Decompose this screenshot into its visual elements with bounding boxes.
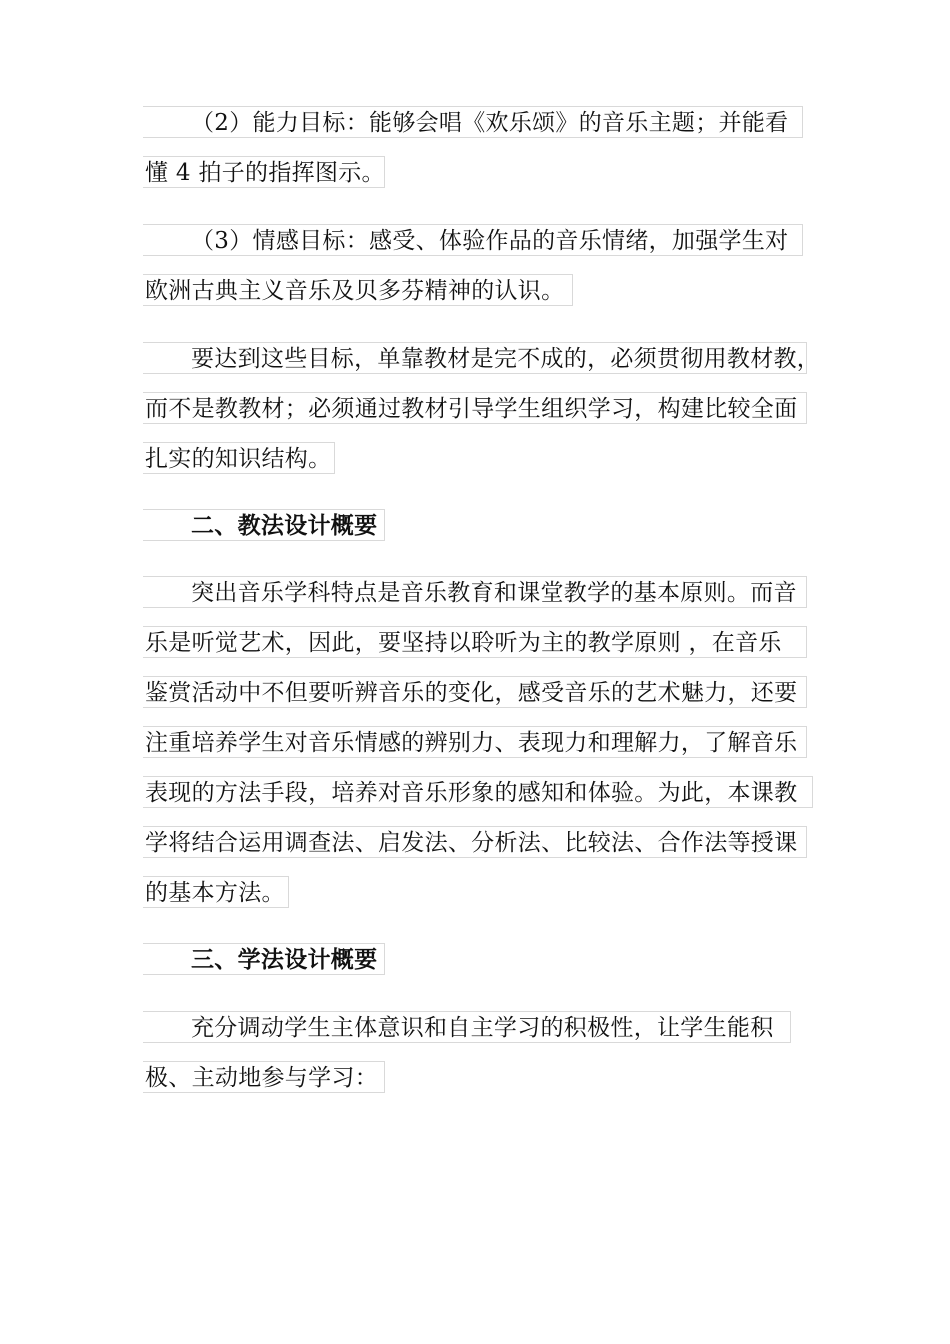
teaching-methods-line-2: 乐是听觉艺术，因此，要坚持以聆听为主的教学原则 ，在音乐 [143,626,807,658]
teaching-methods-line-6: 学将结合运用调查法、启发法、分析法、比较法、合作法等授课 [143,826,807,858]
section-heading-learning-methods: 三、学法设计概要 [143,943,385,975]
goals-paragraph-line-1: 要达到这些目标，单靠教材是完不成的，必须贯彻用教材教， [143,342,807,374]
goals-paragraph-line-2: 而不是教教材；必须通过教材引导学生组织学习，构建比较全面 [143,392,807,424]
goals-paragraph-line-3: 扎实的知识结构。 [143,442,335,474]
teaching-methods-line-4: 注重培养学生对音乐情感的辨别力、表现力和理解力，了解音乐 [143,726,807,758]
emotion-goal-line-1: （3）情感目标：感受、体验作品的音乐情绪，加强学生对 [143,224,803,256]
teaching-methods-line-1: 突出音乐学科特点是音乐教育和课堂教学的基本原则。而音 [143,576,807,608]
learning-methods-line-2: 极、主动地参与学习： [143,1061,385,1093]
learning-methods-line-1: 充分调动学生主体意识和自主学习的积极性，让学生能积 [143,1011,791,1043]
emotion-goal-line-2: 欧洲古典主义音乐及贝多芬精神的认识。 [143,274,573,306]
section-heading-teaching-methods: 二、教法设计概要 [143,509,385,541]
teaching-methods-line-7: 的基本方法。 [143,876,289,908]
teaching-methods-line-5: 表现的方法手段，培养对音乐形象的感知和体验。为此，本课教 [143,776,813,808]
teaching-methods-line-3: 鉴赏活动中不但要听辨音乐的变化，感受音乐的艺术魅力，还要 [143,676,807,708]
ability-goal-line-1: （2）能力目标：能够会唱《欢乐颂》的音乐主题；并能看 [143,106,803,138]
ability-goal-line-2: 懂 4 拍子的指挥图示。 [143,156,385,188]
